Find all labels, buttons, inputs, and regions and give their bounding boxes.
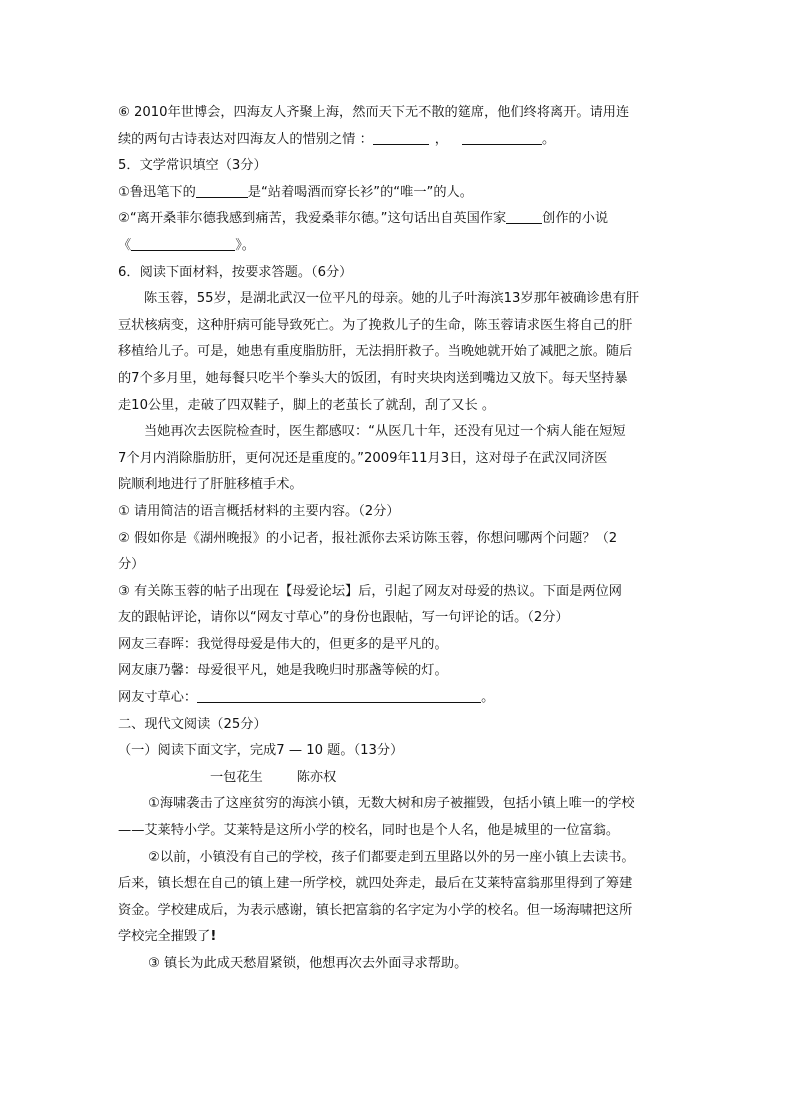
q6-p1-line: 豆状核病变，这种肝病可能导致死亡。为了挽救儿子的生命，陈玉蓉请求医生将自己的肝 <box>118 317 633 333</box>
article-author: 陈亦权 <box>296 769 337 785</box>
q5-item2-suffix: 创作的小说 <box>542 211 609 227</box>
q6-sub3-cont: 友的跟帖评论，请你以“网友寸草心”的身份也跟帖，写一句评论的话。（2分） <box>118 610 569 626</box>
q5-item2-novel <box>118 233 678 260</box>
document-page <box>118 100 678 978</box>
q6-p2-line: 当她再次去医院检查时，医生都感叹：“从医几十年，还没有见过一个病人能在短短 <box>144 424 626 440</box>
article-p3: ③ 镇长为此成天愁眉紧锁，他想再次去外面寻求帮助。 <box>148 956 468 971</box>
q5-item2-prefix: ②“离开桑菲尔德我感到痛苦，我爱桑菲尔德。”这句话出自英国作家 <box>118 211 507 227</box>
q6-sub2: ② 假如你是《湖州晚报》的小记者，报社派你去采访陈玉蓉，你想问哪两个问题？（2 <box>118 530 618 546</box>
article-p2: ②以前，小镇没有自己的学校，孩子们都要走到五里路以外的另一座小镇上去读书。 <box>148 849 635 865</box>
answer-blank-lu-xun[interactable] <box>196 182 248 198</box>
q6-p2-line: 院顺利地进行了肝脏移植手术。 <box>118 477 303 493</box>
q6-sub6-line1: ⑥ 2010年世博会，四海友人齐聚上海，然而天下无不散的筵席，他们终将离开。请用连 <box>118 105 630 120</box>
answer-blank-novel[interactable] <box>131 235 235 251</box>
answer-blank-author[interactable] <box>506 208 542 224</box>
section2-part1: （一）阅读下面文字，完成7 — 10 题。（13分） <box>118 743 404 759</box>
q6-p1-line: 陈玉蓉，55岁，是湖北武汉一位平凡的母亲。她的儿子叶海滨13岁那年被确诊患有肝 <box>144 291 640 307</box>
close-bracket: 》。 <box>235 237 255 253</box>
q5-heading: 5．文学常识填空（3分） <box>118 158 267 174</box>
article-p2-cont: 资金。学校建成后，为表示感谢，镇长把富翁的名字定为小学的校名。但一场海啸把这所 <box>118 902 633 918</box>
article-p1-cont: ——艾莱特小学。艾莱特是这所小学的校名，同时也是个人名，他是城里的一位富翁。 <box>118 823 620 839</box>
article-p2-end-text: 学校完全摧毁了 <box>118 929 211 945</box>
article-title: 一包花生 <box>210 769 263 785</box>
q6-sub6-prompt: 续的两句古诗表达对四海友人的惜别之情 ： <box>118 131 373 147</box>
q6-p1-line: 的7个多月里，她每餐只吃半个拳头大的饭团，有时夹块肉送到嘴边又放下。每天坚持暴 <box>118 370 628 386</box>
q6-heading: 6．阅读下面材料，按要求答题。（6分） <box>118 264 353 280</box>
q6-sub2-cont: 分） <box>118 557 145 573</box>
q6-sub3: ③ 有关陈玉蓉的帖子出现在【母爱论坛】后，引起了网友对母爱的热议。下面是两位网 <box>118 583 622 599</box>
period: 。 <box>481 690 495 706</box>
answer-blank-comment[interactable] <box>197 687 481 703</box>
article-p1: ①海啸袭击了这座贫穷的海滨小镇，无数大树和房子被摧毁，包括小镇上唯一的学校 <box>148 796 635 812</box>
section2-heading: 二、现代文阅读（25分） <box>118 716 267 732</box>
article-p2-end <box>118 924 678 951</box>
exclamation: ! <box>210 929 217 945</box>
comma: ， <box>434 131 448 147</box>
reply-cuncaoxin <box>118 685 678 712</box>
q5-item2 <box>118 206 678 233</box>
q6-sub6-line2 <box>118 127 678 154</box>
answer-blank-poem-1[interactable] <box>373 129 429 145</box>
q5-item1 <box>118 180 678 207</box>
period: 。 <box>541 131 556 147</box>
q6-p1-line: 移植给儿子。可是，她患有重度脂肪肝，无法捐肝救子。当晚她就开始了减肥之旅。随后 <box>118 344 633 360</box>
q6-p2-line: 7个月内消除脂肪肝，更何况还是重度的。”2009年11月3日，这对母子在武汉同济医 <box>118 450 608 466</box>
reply-kangnaixin: 网友康乃馨：母爱很平凡，她是我晚归时那盏等候的灯。 <box>118 663 448 679</box>
q5-item1-prefix: ①鲁迅笔下的 <box>118 184 196 200</box>
q5-item1-suffix: 是“站着喝酒而穿长衫”的“唯一”的人。 <box>247 184 473 200</box>
q6-sub1: ① 请用简洁的语言概括材料的主要内容。（2分） <box>118 503 400 519</box>
article-title-line <box>118 765 678 792</box>
q6-p1-line: 走10公里，走破了四双鞋子，脚上的老茧长了就刮，刮了又长 。 <box>118 397 496 413</box>
answer-blank-poem-2[interactable] <box>462 129 542 145</box>
reply-cuncaoxin-label: 网友寸草心： <box>118 690 198 706</box>
article-p2-cont: 后来，镇长想在自己的镇上建一所学校，就四处奔走，最后在艾莱特富翁那里得到了筹建 <box>118 876 633 892</box>
reply-sanchunhui: 网友三春晖：我觉得母爱是伟大的，但更多的是平凡的。 <box>118 636 448 652</box>
open-bracket: 《 <box>118 237 132 253</box>
